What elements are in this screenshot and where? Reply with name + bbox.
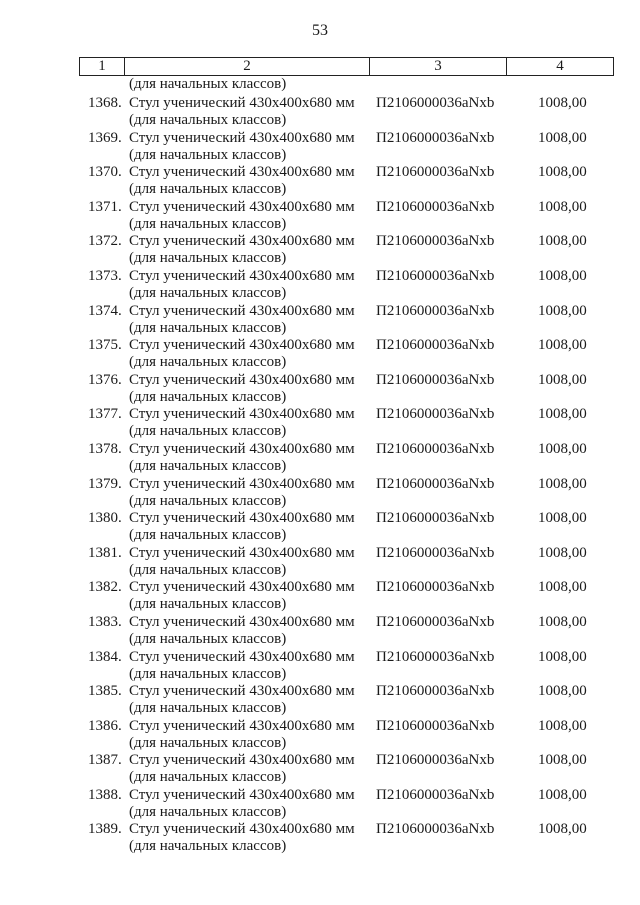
row-number: 1383. bbox=[88, 613, 122, 630]
row-number: 1381. bbox=[88, 544, 122, 561]
item-name-note: (для начальных классов) bbox=[129, 457, 287, 474]
row-number: 1389. bbox=[88, 821, 122, 838]
row-number: 1387. bbox=[88, 752, 122, 769]
item-price: 1008,00 bbox=[538, 337, 587, 354]
item-name-note: (для начальных классов) bbox=[129, 734, 287, 751]
item-name-line: Стул ученический 430х400х680 мм bbox=[129, 267, 355, 284]
item-name-line: Стул ученический 430х400х680 мм bbox=[129, 821, 355, 838]
item-name-note: (для начальных классов) bbox=[129, 596, 287, 613]
inventory-code: П2106000036aNxb bbox=[376, 302, 495, 319]
item-name bbox=[129, 130, 369, 164]
inventory-code: П2106000036aNxb bbox=[376, 371, 495, 388]
item-price: 1008,00 bbox=[538, 164, 587, 181]
table-row bbox=[0, 543, 640, 578]
item-name bbox=[129, 372, 369, 406]
row-number: 1373. bbox=[88, 267, 122, 284]
item-name-line: Стул ученический 430х400х680 мм bbox=[129, 371, 355, 388]
inventory-code: П2106000036aNxb bbox=[376, 510, 495, 527]
item-name-note: (для начальных классов) bbox=[129, 630, 287, 647]
table-header bbox=[79, 57, 614, 76]
item-name bbox=[129, 545, 369, 579]
item-name-note: (для начальных классов) bbox=[129, 803, 287, 820]
inventory-code: П2106000036aNxb bbox=[376, 95, 495, 111]
inventory-code: П2106000036aNxb bbox=[376, 579, 495, 596]
table-row bbox=[0, 335, 640, 370]
item-name-line: Стул ученический 430х400х680 мм bbox=[129, 579, 355, 596]
inventory-code: П2106000036aNxb bbox=[376, 233, 495, 250]
item-price: 1008,00 bbox=[538, 129, 587, 146]
item-name bbox=[129, 821, 369, 855]
inventory-code: П2106000036aNxb bbox=[376, 129, 495, 146]
table-row bbox=[0, 577, 640, 612]
item-price: 1008,00 bbox=[538, 683, 587, 700]
item-price: 1008,00 bbox=[538, 544, 587, 561]
item-name bbox=[129, 303, 369, 337]
row-number: 1371. bbox=[88, 198, 122, 215]
item-price: 1008,00 bbox=[538, 267, 587, 284]
inventory-code: П2106000036aNxb bbox=[376, 198, 495, 215]
table-row bbox=[0, 750, 640, 785]
row-number: 1376. bbox=[88, 371, 122, 388]
item-name-note: (для начальных классов) bbox=[129, 250, 287, 267]
table-body bbox=[0, 93, 640, 854]
table-row bbox=[0, 612, 640, 647]
item-price: 1008,00 bbox=[538, 440, 587, 457]
inventory-code: П2106000036aNxb bbox=[376, 440, 495, 457]
table-row bbox=[0, 266, 640, 301]
inventory-code: П2106000036aNxb bbox=[376, 337, 495, 354]
table-row bbox=[0, 474, 640, 509]
table-row bbox=[0, 128, 640, 163]
row-number: 1372. bbox=[88, 233, 122, 250]
inventory-code: П2106000036aNxb bbox=[376, 164, 495, 181]
item-price: 1008,00 bbox=[538, 648, 587, 665]
item-name-line: Стул ученический 430х400х680 мм bbox=[129, 233, 355, 250]
item-name bbox=[129, 164, 369, 198]
item-name-line: Стул ученический 430х400х680 мм bbox=[129, 129, 355, 146]
table-row bbox=[0, 93, 640, 128]
item-name-line: Стул ученический 430х400х680 мм bbox=[129, 95, 355, 111]
row-number: 1370. bbox=[88, 164, 122, 181]
row-number: 1379. bbox=[88, 475, 122, 492]
item-name-line: Стул ученический 430х400х680 мм bbox=[129, 164, 355, 181]
row-number: 1375. bbox=[88, 337, 122, 354]
table-row bbox=[0, 819, 640, 854]
item-name-note: (для начальных классов) bbox=[129, 665, 287, 682]
item-name-note: (для начальных классов) bbox=[129, 561, 287, 578]
item-name-line: Стул ученический 430х400х680 мм bbox=[129, 440, 355, 457]
item-name bbox=[129, 787, 369, 821]
item-name-line: Стул ученический 430х400х680 мм bbox=[129, 717, 355, 734]
table-row bbox=[0, 370, 640, 405]
item-price: 1008,00 bbox=[538, 302, 587, 319]
item-price: 1008,00 bbox=[538, 613, 587, 630]
item-price: 1008,00 bbox=[538, 233, 587, 250]
item-name bbox=[129, 199, 369, 233]
item-name-line: Стул ученический 430х400х680 мм bbox=[129, 648, 355, 665]
item-name bbox=[129, 579, 369, 613]
table-row bbox=[0, 785, 640, 820]
continuation-text: (для начальных классов) bbox=[129, 76, 287, 92]
item-name-note: (для начальных классов) bbox=[129, 700, 287, 717]
row-number: 1378. bbox=[88, 440, 122, 457]
table-row bbox=[0, 681, 640, 716]
item-name-note: (для начальных классов) bbox=[129, 492, 287, 509]
table-row bbox=[0, 716, 640, 751]
header-col-2: 2 bbox=[125, 58, 370, 75]
inventory-code: П2106000036aNxb bbox=[376, 267, 495, 284]
item-name bbox=[129, 441, 369, 475]
item-name-note: (для начальных классов) bbox=[129, 388, 287, 405]
item-name bbox=[129, 718, 369, 752]
inventory-code: П2106000036aNxb bbox=[376, 786, 495, 803]
table-row bbox=[0, 439, 640, 474]
table-row bbox=[0, 301, 640, 336]
item-name-note: (для начальных классов) bbox=[129, 215, 287, 232]
item-price: 1008,00 bbox=[538, 510, 587, 527]
item-name-line: Стул ученический 430х400х680 мм bbox=[129, 544, 355, 561]
inventory-code: П2106000036aNxb bbox=[376, 821, 495, 838]
item-price: 1008,00 bbox=[538, 95, 587, 111]
inventory-code: П2106000036aNxb bbox=[376, 613, 495, 630]
row-number: 1384. bbox=[88, 648, 122, 665]
row-number: 1386. bbox=[88, 717, 122, 734]
item-name-note: (для начальных классов) bbox=[129, 354, 287, 371]
item-price: 1008,00 bbox=[538, 475, 587, 492]
row-number: 1382. bbox=[88, 579, 122, 596]
item-price: 1008,00 bbox=[538, 717, 587, 734]
item-name bbox=[129, 233, 369, 267]
table-row bbox=[0, 647, 640, 682]
item-name-line: Стул ученический 430х400х680 мм bbox=[129, 475, 355, 492]
item-price: 1008,00 bbox=[538, 821, 587, 838]
page-number: 53 bbox=[312, 22, 328, 39]
item-name-note: (для начальных классов) bbox=[129, 284, 287, 301]
header-col-1: 1 bbox=[80, 58, 125, 75]
table-row bbox=[0, 508, 640, 543]
item-name-note: (для начальных классов) bbox=[129, 181, 287, 198]
table-row bbox=[0, 404, 640, 439]
item-name-line: Стул ученический 430х400х680 мм bbox=[129, 302, 355, 319]
inventory-code: П2106000036aNxb bbox=[376, 752, 495, 769]
inventory-code: П2106000036aNxb bbox=[376, 683, 495, 700]
row-number: 1374. bbox=[88, 302, 122, 319]
item-name bbox=[129, 752, 369, 786]
item-name-line: Стул ученический 430х400х680 мм bbox=[129, 786, 355, 803]
item-name-line: Стул ученический 430х400х680 мм bbox=[129, 337, 355, 354]
table-row bbox=[0, 197, 640, 232]
item-price: 1008,00 bbox=[538, 579, 587, 596]
inventory-code: П2106000036aNxb bbox=[376, 717, 495, 734]
inventory-code: П2106000036aNxb bbox=[376, 475, 495, 492]
row-number: 1368. bbox=[88, 95, 122, 111]
item-price: 1008,00 bbox=[538, 752, 587, 769]
item-name bbox=[129, 614, 369, 648]
row-number: 1388. bbox=[88, 786, 122, 803]
item-name bbox=[129, 510, 369, 544]
item-name-note: (для начальных классов) bbox=[129, 146, 287, 163]
inventory-code: П2106000036aNxb bbox=[376, 406, 495, 423]
item-name-line: Стул ученический 430х400х680 мм bbox=[129, 613, 355, 630]
item-name bbox=[129, 95, 369, 129]
inventory-code: П2106000036aNxb bbox=[376, 544, 495, 561]
item-name-note: (для начальных классов) bbox=[129, 527, 287, 544]
item-name bbox=[129, 268, 369, 302]
item-price: 1008,00 bbox=[538, 406, 587, 423]
item-price: 1008,00 bbox=[538, 786, 587, 803]
item-name-line: Стул ученический 430х400х680 мм bbox=[129, 683, 355, 700]
inventory-code: П2106000036aNxb bbox=[376, 648, 495, 665]
item-name-note: (для начальных классов) bbox=[129, 769, 287, 786]
item-name-line: Стул ученический 430х400х680 мм bbox=[129, 510, 355, 527]
table-row bbox=[0, 162, 640, 197]
item-name bbox=[129, 683, 369, 717]
item-name-note: (для начальных классов) bbox=[129, 423, 287, 440]
item-name-line: Стул ученический 430х400х680 мм bbox=[129, 198, 355, 215]
item-name-line: Стул ученический 430х400х680 мм bbox=[129, 406, 355, 423]
item-price: 1008,00 bbox=[538, 198, 587, 215]
item-price: 1008,00 bbox=[538, 371, 587, 388]
item-name-note: (для начальных классов) bbox=[129, 112, 287, 128]
item-name bbox=[129, 649, 369, 683]
item-name-line: Стул ученический 430х400х680 мм bbox=[129, 752, 355, 769]
item-name bbox=[129, 476, 369, 510]
row-number: 1385. bbox=[88, 683, 122, 700]
header-col-4: 4 bbox=[556, 58, 564, 74]
item-name bbox=[129, 337, 369, 371]
row-number: 1369. bbox=[88, 129, 122, 146]
item-name-note: (для начальных классов) bbox=[129, 319, 287, 336]
table-row bbox=[0, 231, 640, 266]
item-name-note: (для начальных классов) bbox=[129, 838, 287, 855]
header-col-3: 3 bbox=[370, 58, 507, 75]
row-number: 1380. bbox=[88, 510, 122, 527]
item-name bbox=[129, 406, 369, 440]
row-number: 1377. bbox=[88, 406, 122, 423]
